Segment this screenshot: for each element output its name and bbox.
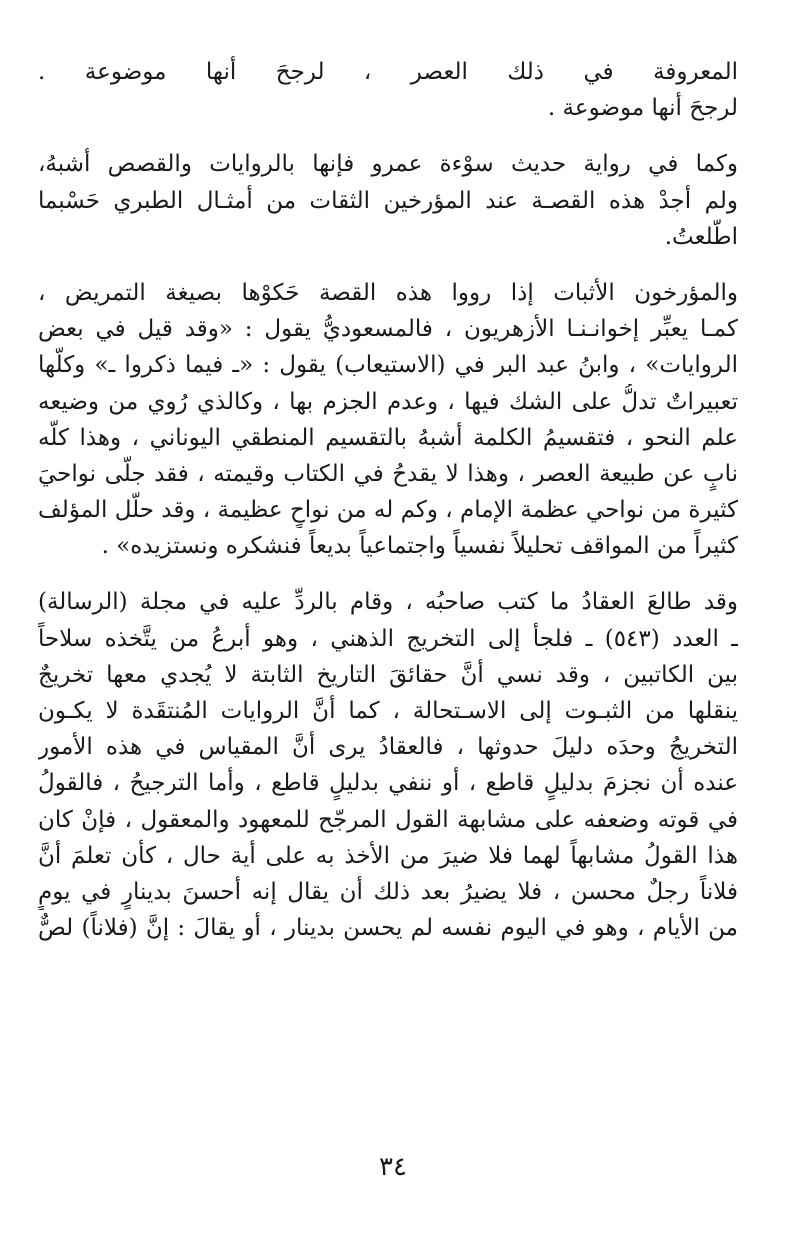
text-line: وكما في رواية حديث سوْءة عمرو فإنها بالروايات والقصص أشبهُ، <box>38 151 738 178</box>
text-line: ينقلها من الثبـوت إلى الاسـتحالة ، كما أنَّ الروايات المُنتقَدة لا يكـون <box>38 698 738 724</box>
text-line: ـ العدد (٥٤٣) ـ فلجأ إلى التخريج الذهني ، وهو أبرعُ من يتَّخذه سلاحاً <box>38 625 738 652</box>
text-line: نابٍ عن طبيعة العصر ، وهذا لا يقدحُ في الكتاب وقيمته ، فقد جلّى نواحيَ <box>38 460 738 487</box>
text-line: عنده أن نجزمَ بدليلٍ قاطع ، أو ننفي بدليلٍ قاطع ، وأما الترجيحُ ، فالقولُ <box>38 770 738 797</box>
text-line: كثيراً من المواقف تحليلاً نفسياً واجتماعياً بديعاً فنشكره ونستزيده» . <box>101 533 738 560</box>
text-line: علم النحو ، فتقسيمُ الكلمة أشبهُ بالتقسيم المنطقي اليوناني ، وهذا كلُّه <box>38 424 738 451</box>
text-line: اطّلعتُ. <box>664 223 738 250</box>
text-line: في قوته وضعفه على مشابهة القول المرجّح للمعهود والمعقول ، فإنْ كان <box>38 806 738 833</box>
text-line: فلاناً رجلٌ محسن ، فلا يضيرُ بعد ذلك أن يقال إنه أحسنَ بدينارٍ في يومٍ <box>38 878 738 905</box>
text-line <box>38 90 738 126</box>
text-line: والمؤرخون الأثبات إذا رووا هذه القصة حَكوْها بصيغة التمريض ، <box>38 279 738 306</box>
text-line: التخريجُ وحدَه دليلَ حدوثها ، فالعقادُ يرى أنَّ المقياس في هذه الأمور <box>38 734 738 761</box>
text-line: كثيرة من نواحي عظمة الإمام ، وكم له من نواحٍ عظيمة ، وقد حلّل المؤلف <box>38 497 738 524</box>
page-number: ٣٤ <box>379 1152 407 1182</box>
body-text <box>38 54 738 946</box>
text-line: تعبيراتٌ تدلُّ على الشك فيها ، وعدم الجزم بها ، وكالذي رُوي من وضيعه <box>38 388 738 415</box>
text-line: ولم أجدْ هذه القصـة عند المؤرخين الثقات من أمثـال الطبري حَسْبما <box>38 187 738 214</box>
text-line: من الأيام ، وهو في اليوم نفسه لم يحسن بدينار ، أو يقالَ : إنَّ (فلاناً) لصٌّ <box>38 915 738 942</box>
text-line: كمـا يعبِّر إخوانـنـا الأزهريون ، فالمسعوديُّ يقول : «وقد قيل في بعض <box>38 316 738 343</box>
text-line: بين الكاتبين ، وقد نسي أنَّ حقائقَ التاريخ الثابتة لا يُجدي معها تخريجٌ <box>38 661 738 688</box>
text-line: وقد طالعَ العقادُ ما كتب صاحبُه ، وقام بالردِّ عليه في مجلة (الرسالة) <box>38 589 738 616</box>
text-line: الروايات» ، وابنُ عبد البر في (الاستيعاب) يقول : «ـ فيما ذكروا ـ» وكلُّها <box>38 352 738 379</box>
text-line-end: لرجحَ أنها موضوعة . <box>547 95 738 122</box>
text-line: المعروفة في ذلك العصر ، لرجحَ أنها موضوعة . <box>38 59 738 85</box>
text-line: هذا القولُ مشابهاً لهما فلا ضيرَ من الأخذ به على أية حال ، كأن تعلمَ أنَّ <box>38 842 738 869</box>
